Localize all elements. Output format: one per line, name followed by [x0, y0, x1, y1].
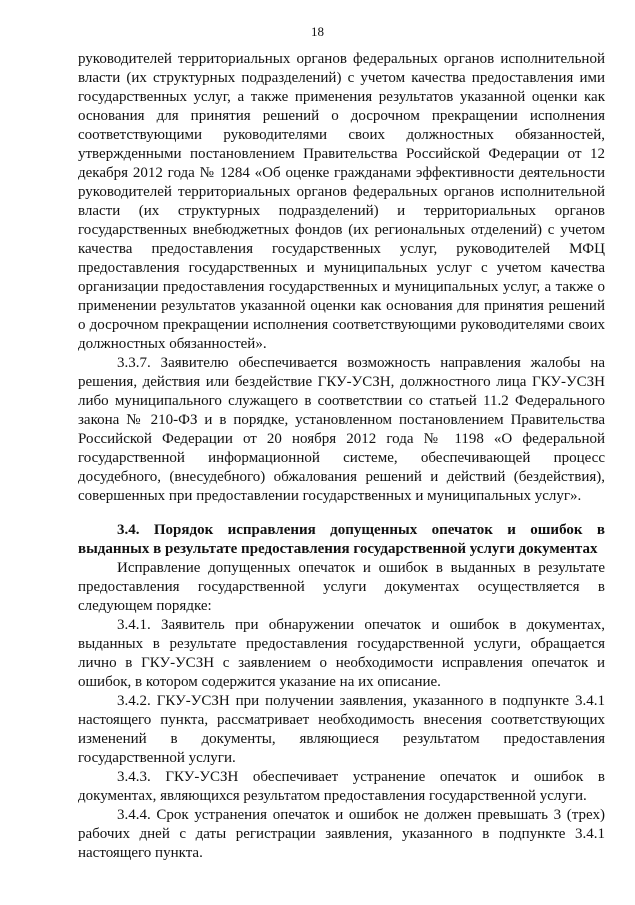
paragraph-continuation: руководителей территориальных органов федеральных органов исполнительной власти (их структурных подразделений) с учетом качества предоставления ими государственных услуг, а также применения результатов указанной оценки как основания для принятия решений о досрочном прекращении исполнения соответствующими руководителями своих должностных обязанностей, утвержденными постановлением Правительства Российской Федерации от 12 декабря 2012 года № 1284 «Об оценке гражданами эффективности деятельности руководителей территориальных органов федеральных органов исполнительной власти (их структурных подразделений) и территориальных органов государственных внебюджетных фондов (их региональных отделений) с учетом качества предоставления государственных услуг, руководителей МФЦ предоставления государственных и муниципальных услуг с учетом качества организации предоставления государственных и муниципальных услуг, а также о применении результатов указанной оценки как основания для принятия решений о досрочном прекращении исполнения соответствующими руководителями своих должностных обязанностей». [78, 51, 605, 352]
paragraph-3-4-4: 3.4.4. Срок устранения опечаток и ошибок не должен превышать 3 (трех) рабочих дней с даты регистрации заявления, указанного в подпункте 3.4.1 настоящего пункта. [78, 807, 605, 861]
page-number: 18 [311, 24, 324, 39]
paragraph-3-3-7: 3.3.7. Заявителю обеспечивается возможность направления жалобы на решения, действия или бездействие ГКУ-УСЗН, должностного лица ГКУ-УСЗН либо муниципального служащего в соответствии со статьей 11.2 Федерального закона № 210-ФЗ и в порядке, установленном постановлением Правительства Российской Федерации от 20 ноября 2012 года № 1198 «О федеральной государственной информационной системе, обеспечивающей процесс досудебного, (внесудебного) обжалования решений и действий (бездействия), совершенных при предоставлении государственных и муниципальных услуг». [78, 355, 605, 504]
paragraph-3-4-2: 3.4.2. ГКУ-УСЗН при получении заявления, указанного в подпункте 3.4.1 настоящего пункта, рассматривает необходимость внесения соответствующих изменений в документы, являющиеся результатом предоставления государственной услуги. [78, 693, 605, 766]
section-spacer [78, 506, 605, 521]
paragraph-3-4-1: 3.4.1. Заявитель при обнаружении опечаток и ошибок в документах, выданных в результате предоставления государственной услуги, обращается лично в ГКУ-УСЗН с заявлением о необходимости исправления опечаток и ошибок, в котором содержится указание на их описание. [78, 617, 605, 690]
paragraph-intro-3-4: Исправление допущенных опечаток и ошибок в выданных в результате предоставления государственной услуги документах осуществляется в следующем порядке: [78, 560, 605, 614]
paragraph-3-4-3: 3.4.3. ГКУ-УСЗН обеспечивает устранение опечаток и ошибок в документах, являющихся результатом предоставления государственной услуги. [78, 769, 605, 804]
section-heading-3-4: 3.4. Порядок исправления допущенных опечаток и ошибок в выданных в результате предоставления государственной услуги документах [78, 522, 605, 557]
